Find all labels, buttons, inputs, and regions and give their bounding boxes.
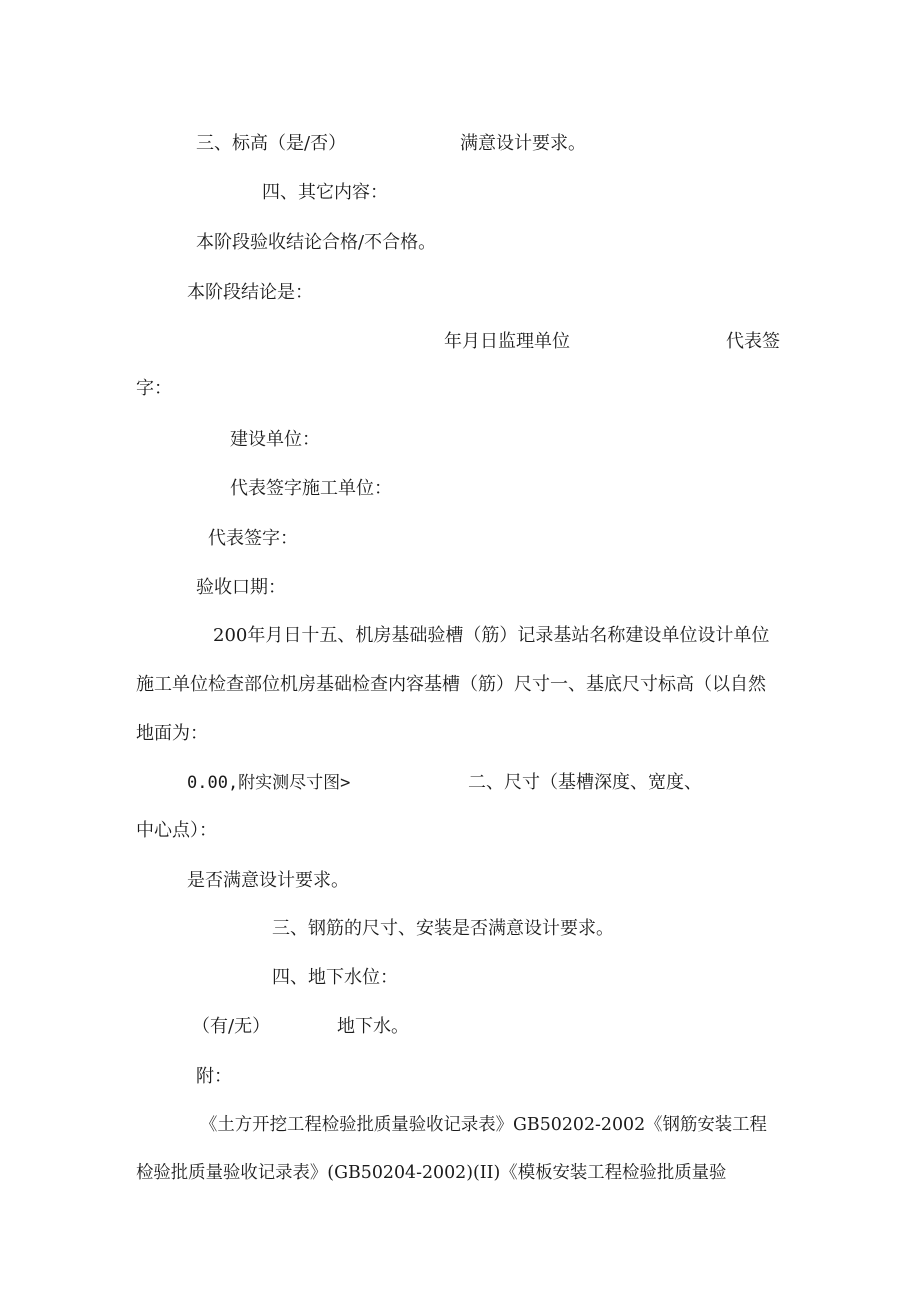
text-line-groundwater-level: 四、地下水位： <box>272 967 398 988</box>
text-line-center-point: 中心点）： <box>136 820 217 841</box>
text-line-dimensions: 二、尺寸（基槽深度、宽度、 <box>468 772 702 793</box>
text-line-appendix: 附： <box>196 1066 232 1087</box>
text-line-other-content: 四、其它内容： <box>262 182 388 203</box>
text-line-inspection-details: 施工单位检查部位机房基础检查内容基槽（筋）尺寸一、基底尺寸标高（以自然 <box>136 674 766 695</box>
text-line-stage-conclusion: 本阶段结论是： <box>187 282 313 303</box>
text-line-measured-drawing: 0.00,附实测尽寸图> <box>187 773 351 793</box>
text-line-construction-owner: 建设单位： <box>230 429 320 450</box>
text-line-representative-sign: 代表签 <box>726 331 780 352</box>
text-line-representative-signature: 代表签字： <box>208 528 298 549</box>
text-line-signature-end: 字： <box>136 378 172 399</box>
text-line-ground-level: 地面为： <box>136 723 208 744</box>
text-line-section-fifteen: 200年月日十五、机房基础验槽（筋）记录基站名称建设单位设计单位 <box>213 625 770 646</box>
text-line-supervision-unit: 年月日监理单位 <box>444 331 570 352</box>
text-line-standard-ref-2: 检验批质量验收记录表》(GB50204-2002)(II)《模板安装工程检验批质量验 <box>136 1163 727 1183</box>
text-line-elevation: 三、标高（是/否） <box>196 133 347 154</box>
text-line-contractor-unit: 代表签字施工单位： <box>230 478 392 499</box>
text-line-stage-conclusion-pass-fail: 本阶段验收结论合格/不合格。 <box>196 232 437 253</box>
text-line-groundwater: 地下水。 <box>337 1016 409 1037</box>
text-line-acceptance-date: 验收口期： <box>196 577 286 598</box>
text-line-rebar-check: 三、钢筋的尺寸、安装是否满意设计要求。 <box>272 918 614 939</box>
text-line-elevation-requirement: 满意设计要求。 <box>460 133 586 154</box>
text-line-meets-requirement: 是否满意设计要求。 <box>187 870 349 891</box>
text-line-groundwater-presence: （有/无） <box>192 1016 271 1037</box>
text-line-standard-ref-1: 《土方开挖工程检验批质量验收记录表》GB50202-2002《钢筋安装工程 <box>200 1115 767 1135</box>
